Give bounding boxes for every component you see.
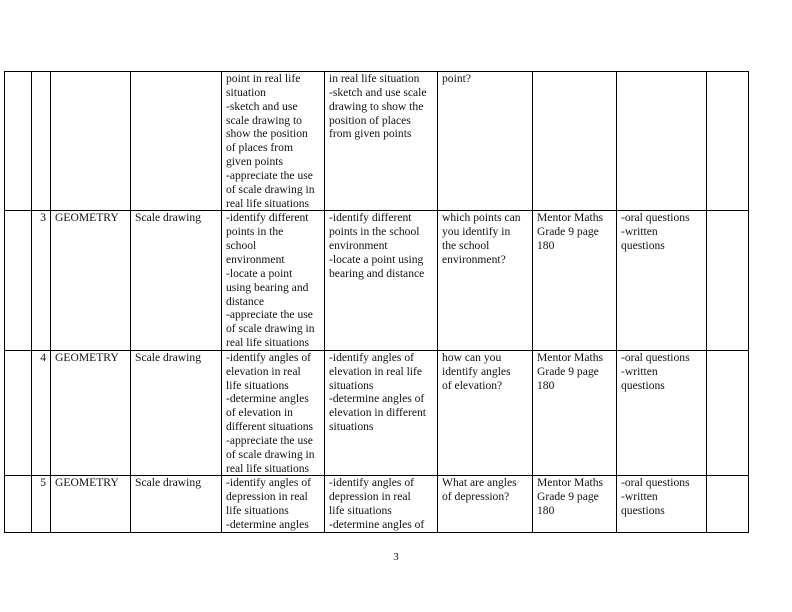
strand-cell: GEOMETRY	[51, 476, 131, 532]
table-row	[5, 72, 749, 211]
experiences-cell: -identify different points in the school environment -locate a point using bearing and distance	[325, 211, 438, 350]
blank-cell	[5, 476, 32, 532]
outcomes-cell: -identify angles of depression in real life situations -determine angles	[222, 476, 325, 532]
resources-cell	[533, 72, 617, 211]
strand-cell	[51, 72, 131, 211]
remarks-cell	[707, 72, 749, 211]
inquiry-cell: point?	[438, 72, 533, 211]
table-row	[5, 350, 749, 476]
sub-strand-cell: Scale drawing	[131, 476, 222, 532]
sub-strand-cell: Scale drawing	[131, 211, 222, 350]
resources-cell: Mentor Maths Grade 9 page 180	[533, 350, 617, 476]
outcomes-cell: point in real life situation -sketch and use scale drawing to show the position of places from given points -appreciate the use of scale drawing in real life situations	[222, 72, 325, 211]
strand-cell: GEOMETRY	[51, 350, 131, 476]
sub-strand-cell: Scale drawing	[131, 350, 222, 476]
week-cell: 4	[32, 350, 51, 476]
resources-cell: Mentor Maths Grade 9 page 180	[533, 476, 617, 532]
blank-cell	[5, 72, 32, 211]
scheme-of-work-table	[4, 71, 749, 533]
strand-cell: GEOMETRY	[51, 211, 131, 350]
outcomes-cell: -identify different points in the school environment -locate a point using bearing and distance -appreciate the use of scale drawing in real life situations	[222, 211, 325, 350]
table-row	[5, 476, 749, 532]
assessment-cell	[617, 72, 707, 211]
week-cell: 3	[32, 211, 51, 350]
week-cell	[32, 72, 51, 211]
blank-cell	[5, 211, 32, 350]
outcomes-cell: -identify angles of elevation in real life situations -determine angles of elevation in different situations -appreciate the use of scale drawing in real life situations	[222, 350, 325, 476]
remarks-cell	[707, 350, 749, 476]
experiences-cell: -identify angles of elevation in real life situations -determine angles of elevation in different situations	[325, 350, 438, 476]
experiences-cell: in real life situation -sketch and use scale drawing to show the position of places from given points	[325, 72, 438, 211]
blank-cell	[5, 350, 32, 476]
remarks-cell	[707, 211, 749, 350]
inquiry-cell: how can you identify angles of elevation?	[438, 350, 533, 476]
assessment-cell: -oral questions -written questions	[617, 350, 707, 476]
page-number: 3	[393, 551, 399, 563]
remarks-cell	[707, 476, 749, 532]
sub-strand-cell	[131, 72, 222, 211]
inquiry-cell: which points can you identify in the school environment?	[438, 211, 533, 350]
experiences-cell: -identify angles of depression in real life situations -determine angles of	[325, 476, 438, 532]
week-cell: 5	[32, 476, 51, 532]
table-row	[5, 211, 749, 350]
resources-cell: Mentor Maths Grade 9 page 180	[533, 211, 617, 350]
assessment-cell: -oral questions -written questions	[617, 476, 707, 532]
inquiry-cell: What are angles of depression?	[438, 476, 533, 532]
assessment-cell: -oral questions -written questions	[617, 211, 707, 350]
